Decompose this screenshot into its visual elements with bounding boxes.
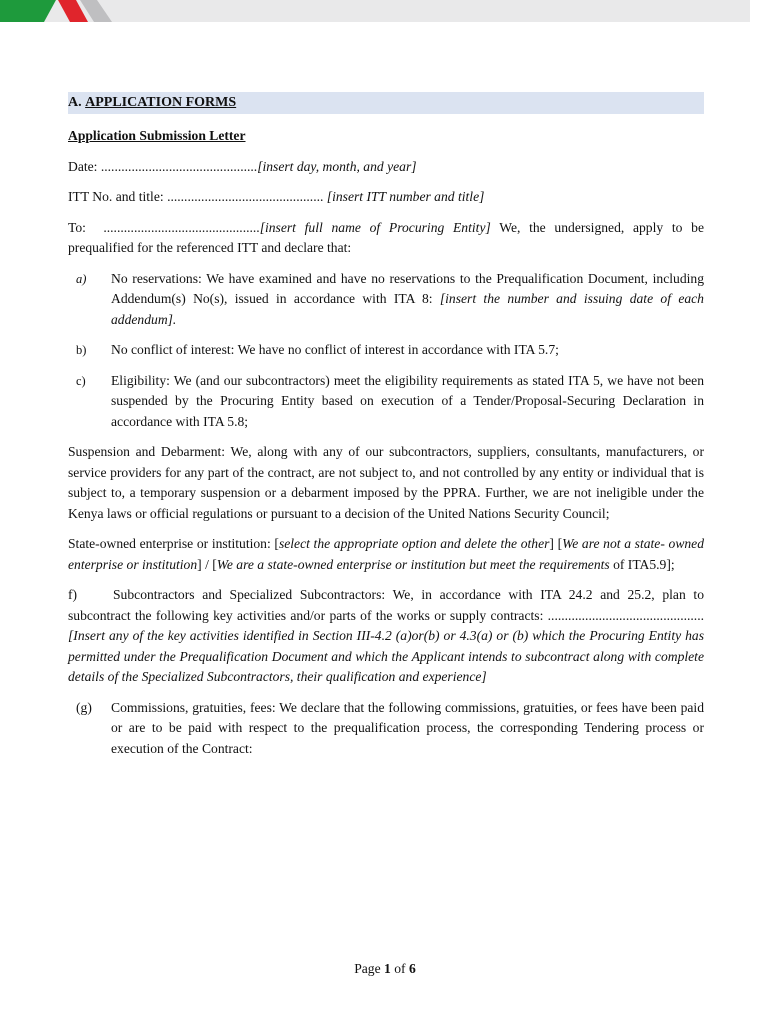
item-a [68, 269, 704, 331]
item-f-mark: f) [68, 587, 78, 602]
itt-dots: .............................................. [167, 189, 324, 204]
to-text: We, the undersigned, apply to be prequalified for the referenced ITT and declare that: [68, 219, 704, 255]
document-page [68, 92, 704, 759]
date-line [68, 157, 704, 178]
letter-title: Application Submission Letter [68, 128, 246, 143]
to-label: To: [68, 219, 86, 235]
date-dots: .............................................. [100, 158, 258, 174]
section-title: APPLICATION FORMS [85, 95, 237, 110]
item-g-mark: (g) [76, 699, 92, 715]
to-dots: .............................................. [103, 219, 260, 235]
state-owned-hint-1: select the appropriate option and delete the other [278, 536, 550, 551]
page-number: 1 [384, 961, 391, 976]
item-g [68, 698, 704, 760]
itt-line [68, 187, 704, 208]
itt-label: ITT No. and title: [68, 189, 164, 204]
bracket-2: ] / [ [197, 556, 217, 572]
item-b-text: No conflict of interest: We have no conflict of interest in accordance with ITA 5.7; [111, 342, 559, 357]
state-owned-paragraph [68, 534, 704, 575]
page-word: Page [354, 961, 381, 976]
to-line [68, 218, 704, 259]
item-a-mark: a) [76, 271, 87, 286]
brand-stripes [0, 0, 120, 22]
section-heading [68, 92, 704, 114]
section-letter: A. [68, 95, 82, 110]
itt-hint: [insert ITT number and title] [326, 189, 485, 204]
item-b [68, 340, 704, 361]
item-g-text: Commissions, gratuities, fees: We declare that the following commissions, gratuities, or fees have been paid or are to be paid with respect to the prequalification process, the corresponding Tendering process or execution of the Contract: [111, 699, 704, 756]
page-total: 6 [408, 961, 416, 976]
item-a-hint: [insert the number and issuing date of each addendum]. [111, 291, 704, 327]
state-owned-hint-2: We are not a state- owned enterprise or institution [68, 536, 705, 572]
item-c-text: Eligibility: We (and our subcontractors) meet the eligibility requirements as stated ITA 5, we have not been suspended by the Procuring Entity based on execution of a Tender/Proposal-Securing Declaration in accordance with ITA 5.8; [111, 372, 704, 429]
state-owned-end: of ITA5.9]; [609, 556, 675, 572]
state-owned-hint-3: We are a state-owned enterprise or institution but meet the requirements [216, 556, 610, 572]
bracket-1: ] [ [549, 536, 563, 551]
header-bar [0, 0, 750, 22]
to-hint: [insert full name of Procuring Entity] [259, 219, 491, 235]
item-b-mark: b) [76, 343, 87, 357]
page-footer [0, 961, 770, 977]
date-hint: [insert day, month, and year] [257, 158, 417, 174]
item-f-text: Subcontractors and Specialized Subcontractors: We, in accordance with ITA 24.2 and 25.2, plan to subcontract the following key activities and/or parts of the works or supply contracts: .............................................. [68, 587, 704, 623]
item-f-hint: [Insert any of the key activities identified in Section III-4.2 (a)or(b) or 4.3(a) or (b) which the Procuring Entity has permitted under the Prequalification Document and which the Applicant intends to subcontract along with complete details of the Specialized Subcontractors, their qualification and experience] [68, 628, 704, 684]
item-f [68, 585, 704, 688]
item-c [68, 371, 704, 433]
suspension-paragraph: Suspension and Debarment: We, along with any of our subcontractors, suppliers, consultants, manufacturers, or service providers for any part of the contract, are not subject to, and not controlled by any entity or individual that is subject to, a temporary suspension or a debarment imposed by the PPRA. Further, we are not ineligible under the Kenya laws or official regulations or pursuant to a decision of the United Nations Security Council; [68, 444, 704, 521]
state-owned-label: State-owned enterprise or institution: [ [68, 536, 279, 551]
date-label: Date: [68, 158, 98, 174]
item-c-mark: c) [76, 373, 86, 388]
of-word: of [394, 961, 406, 976]
green-stripe [0, 0, 56, 22]
item-a-text: No reservations: We have examined and have no reservations to the Prequalification Document, including Addendum(s) No(s), issued in accordance with ITA 8: [111, 270, 704, 306]
